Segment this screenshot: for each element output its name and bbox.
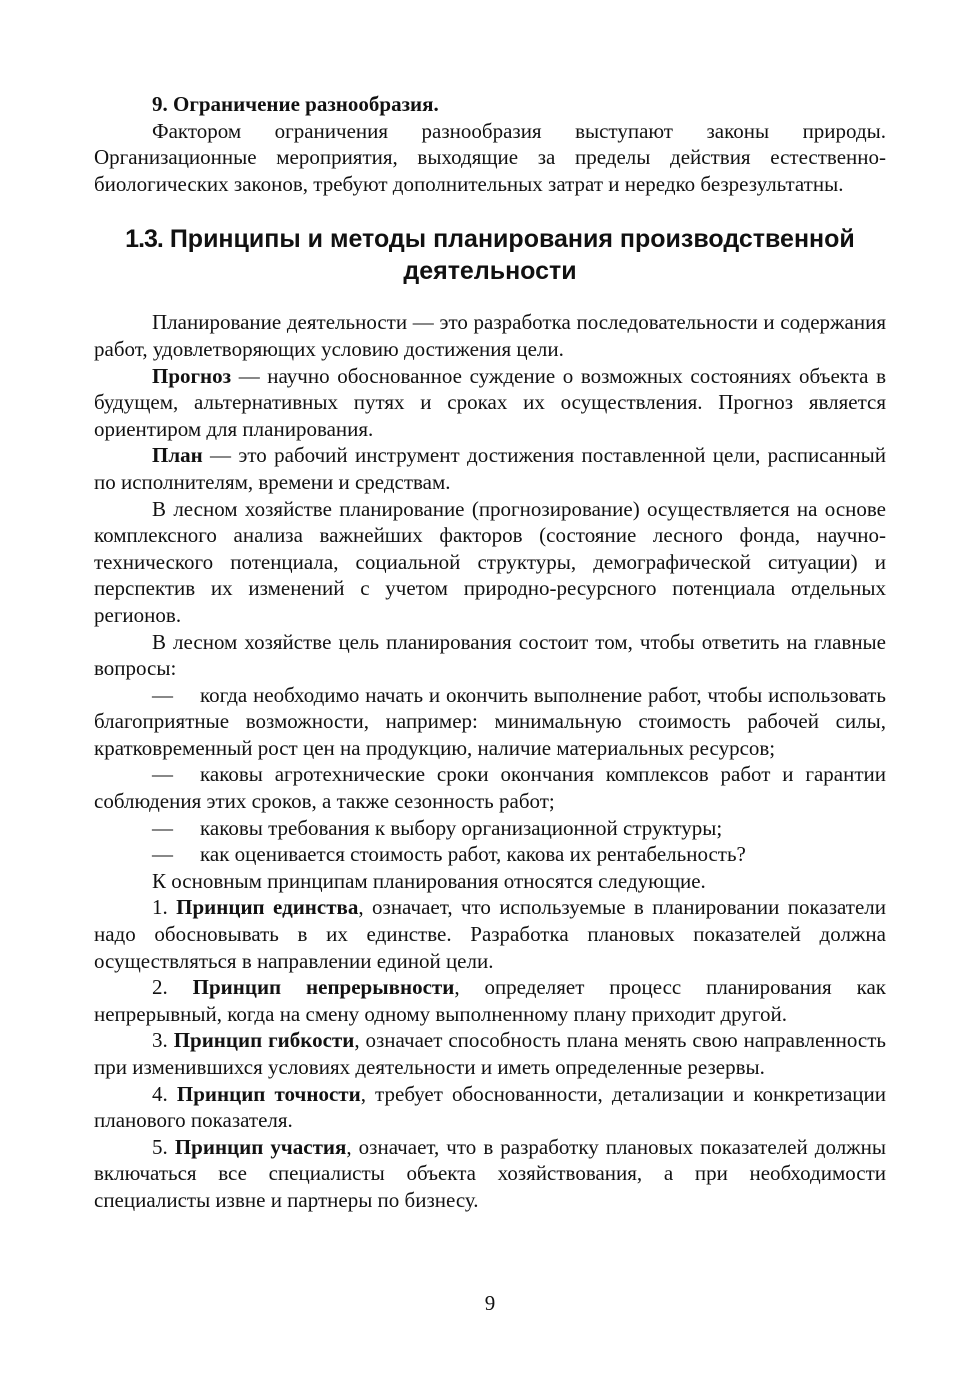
- principle-text: , определяет процесс планирования как непрерывный, когда на смену одному выполненному плану приходит другой.: [94, 975, 886, 1026]
- principle-text: , означает, что в разработку плановых показателей должны включаться все специалисты объекта хозяйствования, а при необходимости специалисты извне и партнеры по бизнесу.: [94, 1134, 887, 1212]
- principle-term: Принцип участия: [174, 1134, 347, 1159]
- page-number: 9: [484, 1291, 496, 1315]
- section-heading: [94, 223, 886, 287]
- list-item: [94, 815, 886, 842]
- dash-marker: —: [152, 815, 173, 840]
- principle-number: 1.: [152, 895, 177, 920]
- principle-participation: [94, 1134, 886, 1214]
- principle-term: Принцип непрерывности: [192, 975, 455, 1000]
- paragraph-forestry-goal: В лесном хозяйстве цель планирования состоит том, чтобы ответить на главные вопросы:: [94, 629, 886, 681]
- paragraph-forecast: [94, 363, 886, 443]
- section-9-text: Фактором ограничения разнообразия выступают законы природы. Организационные мероприятия, выходящие за пределы действия естественно-биологических законов, требуют дополнительных затрат и нередко безрезультатны.: [94, 118, 886, 196]
- principle-number: 4.: [152, 1081, 177, 1106]
- section-heading-text: Принципы и методы планирования производственной деятельности: [169, 225, 855, 286]
- principle-text: , означает, что используемые в планировании показатели надо обосновывать в их единстве. Разработка плановых показателей должна осуществляться в направлении единой цели.: [94, 895, 887, 973]
- principle-number: 3.: [152, 1028, 174, 1053]
- section-heading-number: 1.3.: [125, 225, 163, 254]
- principle-flexibility: [94, 1027, 886, 1080]
- principle-continuity: [94, 974, 886, 1027]
- paragraph-forestry-analysis: В лесном хозяйстве планирование (прогнозирование) осуществляется на основе комплексного анализа важнейших факторов (состояние лесного фонда, научно-технического потенциала, социальной структуры, демографической ситуации) и перспектив их изменений с учетом природно-ресурсного потенциала отдельных регионов.: [94, 496, 886, 627]
- document-page: [94, 91, 886, 1214]
- principle-text: , требует обоснованности, детализации и конкретизации планового показателя.: [94, 1081, 886, 1133]
- principle-term: Принцип гибкости: [173, 1028, 355, 1053]
- paragraph-planning: Планирование деятельности — это разработка последовательности и содержания работ, удовлетворяющих условию достижения цели.: [94, 310, 886, 361]
- dash-marker: —: [152, 842, 173, 867]
- paragraph-plan: [94, 442, 886, 495]
- section-9-title: 9. Ограничение разнообразия.: [152, 92, 439, 116]
- forecast-term: Прогноз: [152, 363, 232, 388]
- principles-intro: К основным принципам планирования относятся следующие.: [152, 868, 706, 893]
- list-item-text: когда необходимо начать и окончить выполнение работ, чтобы использовать благоприятные возможности, например: минимальную стоимость рабочей силы, кратковременный рост цен на продукцию, наличие материальных ресурсов;: [94, 682, 886, 760]
- list-item: [94, 682, 886, 762]
- principle-text: , означает способность плана менять свою направленность при изменившихся условиях деятельности и иметь определенные резервы.: [94, 1028, 886, 1079]
- plan-term: План: [152, 443, 203, 468]
- principle-term: Принцип точности: [176, 1081, 361, 1106]
- list-item: [94, 761, 886, 814]
- list-item-text: каковы агротехнические сроки окончания комплексов работ и гарантии соблюдения этих сроков, а также сезонность работ;: [94, 762, 886, 814]
- list-item-text: каковы требования к выбору организационной структуры;: [200, 815, 723, 840]
- forecast-definition: — научно обоснованное суждение о возможных состояниях объекта в будущем, альтернативных путях и сроках их осуществления. Прогноз является ориентиром для планирования.: [94, 363, 886, 441]
- principle-unity: [94, 894, 886, 974]
- dash-marker: —: [152, 762, 173, 787]
- list-item-text: как оценивается стоимость работ, какова их рентабельность?: [200, 842, 746, 867]
- plan-definition: — это рабочий инструмент достижения поставленной цели, расписанный по исполнителям, времени и средствам.: [94, 443, 886, 494]
- principle-term: Принцип единства: [176, 895, 359, 920]
- principle-number: 5.: [152, 1134, 175, 1159]
- list-item: [94, 841, 886, 868]
- principle-number: 2.: [152, 975, 193, 1000]
- dash-marker: —: [152, 682, 173, 707]
- principle-accuracy: [94, 1081, 886, 1134]
